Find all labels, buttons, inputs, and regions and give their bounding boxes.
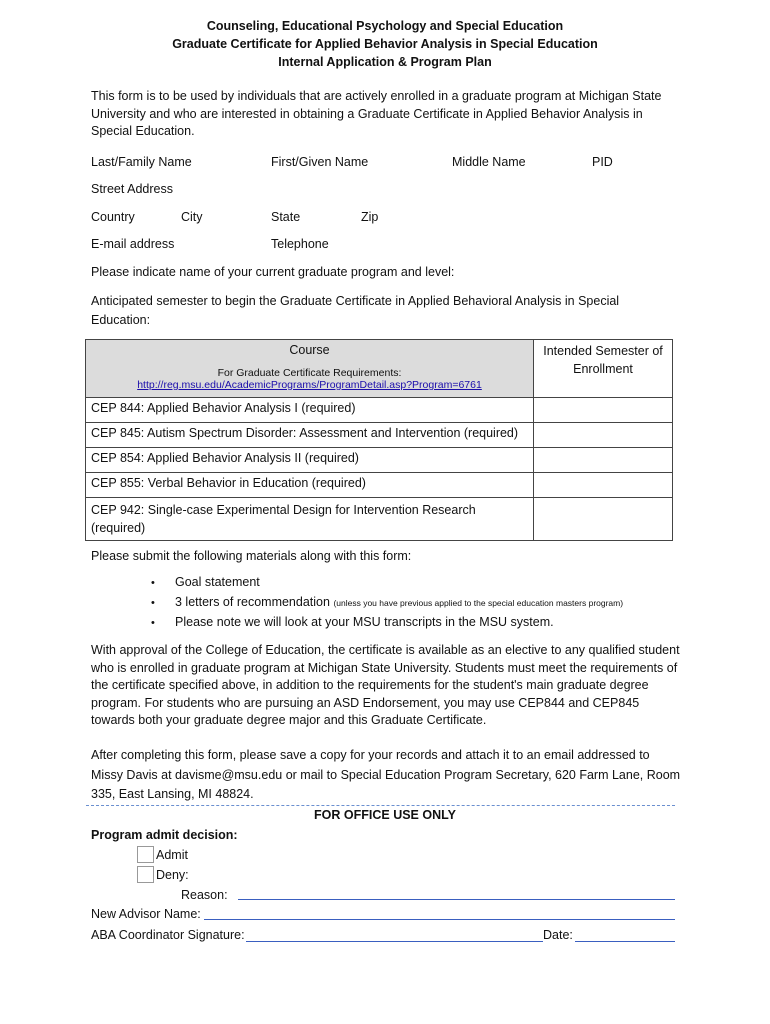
coordinator-signature-label: ABA Coordinator Signature: xyxy=(91,928,245,942)
header-certificate: Graduate Certificate for Applied Behavior Analysis in Special Education xyxy=(172,37,598,51)
office-divider xyxy=(86,805,675,806)
semester-input-cell[interactable] xyxy=(534,423,673,448)
reason-label: Reason: xyxy=(181,888,228,902)
semester-input-cell[interactable] xyxy=(534,398,673,423)
course-cell: CEP 855: Verbal Behavior in Education (required) xyxy=(86,473,534,498)
advisor-name-label: New Advisor Name: xyxy=(91,907,201,921)
first-name-label: First/Given Name xyxy=(271,155,369,169)
header-form-title: Internal Application & Program Plan xyxy=(278,55,492,69)
email-label: E-mail address xyxy=(91,237,175,251)
submit-paragraph: After completing this form, please save a copy for your records and attach it to an email addressed to Missy Davis at davisme@msu.edu or mail to Special Education Program Secretary, 620 Farm Lane, Room 335, East Lansing, MI 48824. xyxy=(91,748,681,801)
deny-checkbox[interactable] xyxy=(137,866,154,883)
telephone-label: Telephone xyxy=(271,237,329,251)
requirements-label: For Graduate Certificate Requirements: xyxy=(217,367,402,379)
course-header: Course xyxy=(289,343,330,357)
materials-intro: Please submit the following materials along with this form: xyxy=(91,549,412,563)
course-cell: CEP 844: Applied Behavior Analysis I (required) xyxy=(86,398,534,423)
intro-paragraph: This form is to be used by individuals that are actively enrolled in a graduate program at Michigan State University and who are interested in obtaining a Graduate Certificate in Applied Behavior Analysis in Special Education. xyxy=(91,89,662,138)
city-label: City xyxy=(181,210,203,224)
deny-label: Deny: xyxy=(156,868,189,882)
material-item-transcripts: Please note we will look at your MSU transcripts in the MSU system. xyxy=(175,615,554,629)
country-label: Country xyxy=(91,210,135,224)
zip-label: Zip xyxy=(361,210,379,224)
table-row xyxy=(86,448,673,473)
admit-checkbox[interactable] xyxy=(137,846,154,863)
bullet-icon: • xyxy=(151,577,155,589)
header-department: Counseling, Educational Psychology and Special Education xyxy=(206,19,564,33)
middle-name-label: Middle Name xyxy=(452,155,526,169)
date-label: Date: xyxy=(543,927,575,945)
course-header-cell xyxy=(86,340,534,398)
semester-input-cell[interactable] xyxy=(534,473,673,498)
table-row xyxy=(86,473,673,498)
course-cell: CEP 845: Autism Spectrum Disorder: Assessment and Intervention (required) xyxy=(86,423,534,448)
state-label: State xyxy=(271,210,301,224)
table-header-row xyxy=(86,340,673,398)
admit-decision-label: Program admit decision: xyxy=(91,828,238,842)
pid-label: PID xyxy=(592,155,613,169)
semester-input-cell[interactable] xyxy=(534,448,673,473)
material-item-goal: Goal statement xyxy=(175,575,260,589)
bullet-icon: • xyxy=(151,597,155,609)
semester-input-cell[interactable] xyxy=(534,498,673,541)
course-plan-table xyxy=(85,339,673,541)
material-item-letters xyxy=(175,595,623,609)
approval-paragraph: With approval of the College of Education, the certificate is available as an elective to any qualified student who is enrolled in graduate program at Michigan State University. Students must meet the requirements of the certificate specified above, in addition to the requirements for the student's main graduate degree program. For students who are pursuing an ASD Endorsement, you may use CEP844 and CEP845 towards both your graduate degree major and this Graduate Certificate. xyxy=(91,643,680,727)
reason-field[interactable] xyxy=(238,899,675,900)
semester-prompt: Anticipated semester to begin the Graduate Certificate in Applied Behavioral Analysis in Special Education: xyxy=(91,294,620,327)
office-use-title: FOR OFFICE USE ONLY xyxy=(314,808,456,822)
table-row xyxy=(86,498,673,541)
letters-label: 3 letters of recommendation xyxy=(175,595,330,609)
bullet-icon: • xyxy=(151,617,155,629)
street-address-label: Street Address xyxy=(91,182,173,196)
program-prompt: Please indicate name of your current graduate program and level: xyxy=(91,265,455,279)
table-row xyxy=(86,423,673,448)
last-name-label: Last/Family Name xyxy=(91,155,192,169)
table-row xyxy=(86,398,673,423)
admit-label: Admit xyxy=(156,848,188,862)
letters-note: (unless you have previous applied to the special education masters program) xyxy=(333,598,624,608)
course-cell: CEP 854: Applied Behavior Analysis II (required) xyxy=(86,448,534,473)
advisor-name-field[interactable] xyxy=(204,919,675,920)
requirements-link[interactable]: http://reg.msu.edu/AcademicPrograms/ProgramDetail.asp?Program=6761 xyxy=(137,379,482,391)
signature-field[interactable] xyxy=(246,941,675,942)
semester-header: Intended Semester of Enrollment xyxy=(534,340,673,398)
course-cell: CEP 942: Single-case Experimental Design for Intervention Research (required) xyxy=(86,498,534,541)
